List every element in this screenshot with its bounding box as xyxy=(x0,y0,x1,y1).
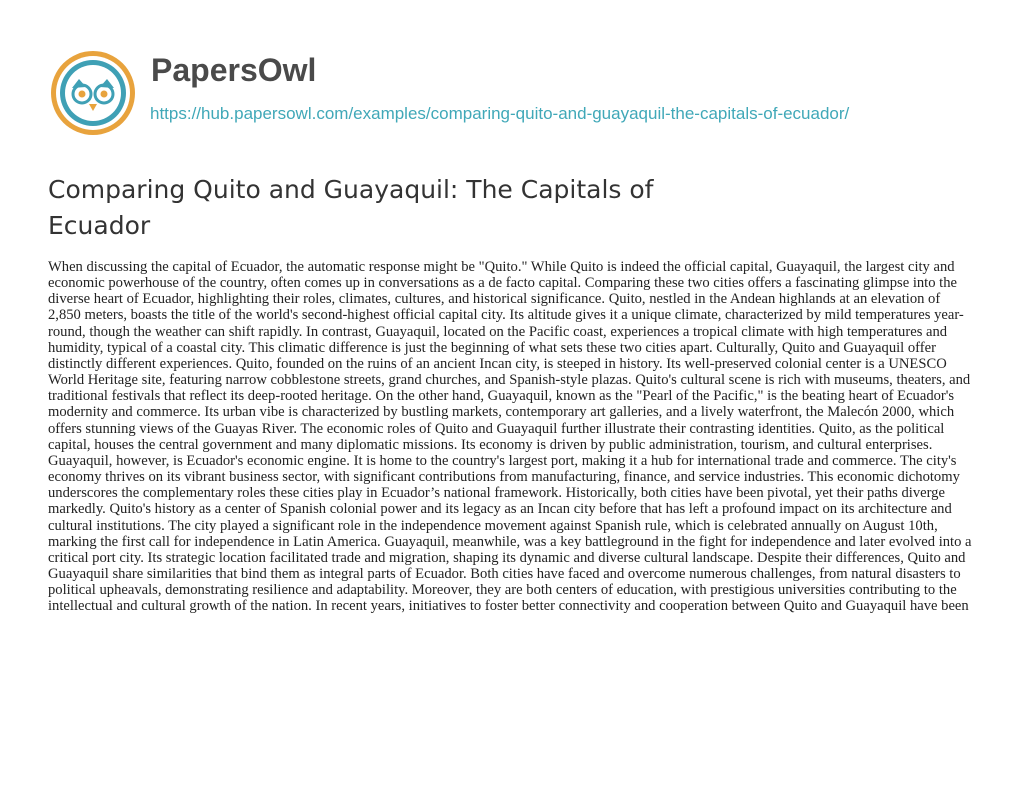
brand-name[interactable]: PapersOwl xyxy=(151,52,317,88)
owl-logo-icon[interactable] xyxy=(48,48,138,138)
source-url-link[interactable]: https://hub.papersowl.com/examples/comparing-quito-and-guayaquil-the-capitals-of-ecuador/ xyxy=(150,104,850,123)
essay-title: Comparing Quito and Guayaquil: The Capitals of Ecuador xyxy=(48,175,654,240)
site-header xyxy=(48,34,1008,144)
essay-body: When discussing the capital of Ecuador, the automatic response might be "Quito." While Quito is indeed the official capital, Guayaquil, the largest city and economic powerhouse of the country, often comes up in conversations as a de facto capital. Comparing these two cities offers a fascinating glimpse into the diverse heart of Ecuador, highlighting their roles, climates, cultures, and historical significance. Quito, nestled in the Andean highlands at an elevation of 2,850 meters, boasts the title of the world's second-highest official capital city. Its altitude gives it a unique climate, characterized by mild temperatures year-round, though the weather can shift rapidly. In contrast, Guayaquil, located on the Pacific coast, experiences a tropical climate with high temperatures and humidity, typical of a coastal city. This climatic difference is just the beginning of what sets these two cities apart. Culturally, Quito and Guayaquil offer distinctly different experiences. Quito, founded on the ruins of an ancient Incan city, is steeped in history. Its well-preserved colonial center is a UNESCO World Heritage site, featuring narrow cobblestone streets, grand churches, and Spanish-style plazas. Quito's cultural scene is rich with museums, theaters, and traditional festivals that reflect its deep-rooted heritage. On the other hand, Guayaquil, known as the "Pearl of the Pacific," is the beating heart of Ecuador's modernity and commerce. Its urban vibe is characterized by bustling markets, contemporary art galleries, and a lively waterfront, the Malecón 2000, which offers stunning views of the Guayas River. The economic roles of Quito and Guayaquil further illustrate their contrasting identities. Quito, as the political capital, houses the central government and many diplomatic missions. Its economy is driven by public administration, tourism, and cultural enterprises. Guayaquil, however, is Ecuador's economic engine. It is home to the country's largest port, making it a hub for international trade and commerce. The city's economy thrives on its vibrant business sector, with significant contributions from manufacturing, finance, and service industries. This economic dichotomy underscores the complementary roles these cities play in Ecuador’s national framework. Historically, both cities have been pivotal, yet their paths diverge markedly. Quito's history as a center of Spanish colonial power and its legacy as an Incan city before that has left a profound impact on its architecture and cultural institutions. The city played a significant role in the independence movement against Spanish rule, which is celebrated annually on August 10th, marking the first call for independence in Latin America. Guayaquil, meanwhile, was a key battleground in the fight for independence and later evolved into a critical port city. Its strategic location facilitated trade and migration, shaping its dynamic and diverse cultural landscape. Despite their differences, Quito and Guayaquil share similarities that bind them as integral parts of Ecuador. Both cities have faced and overcome numerous challenges, from natural disasters to political upheavals, demonstrating resilience and adaptability. Moreover, they are both centers of education, with prestigious universities contributing to the intellectual and cultural growth of the nation. In recent years, initiatives to foster better connectivity and cooperation between Quito and Guayaquil have been xyxy=(48,259,972,615)
